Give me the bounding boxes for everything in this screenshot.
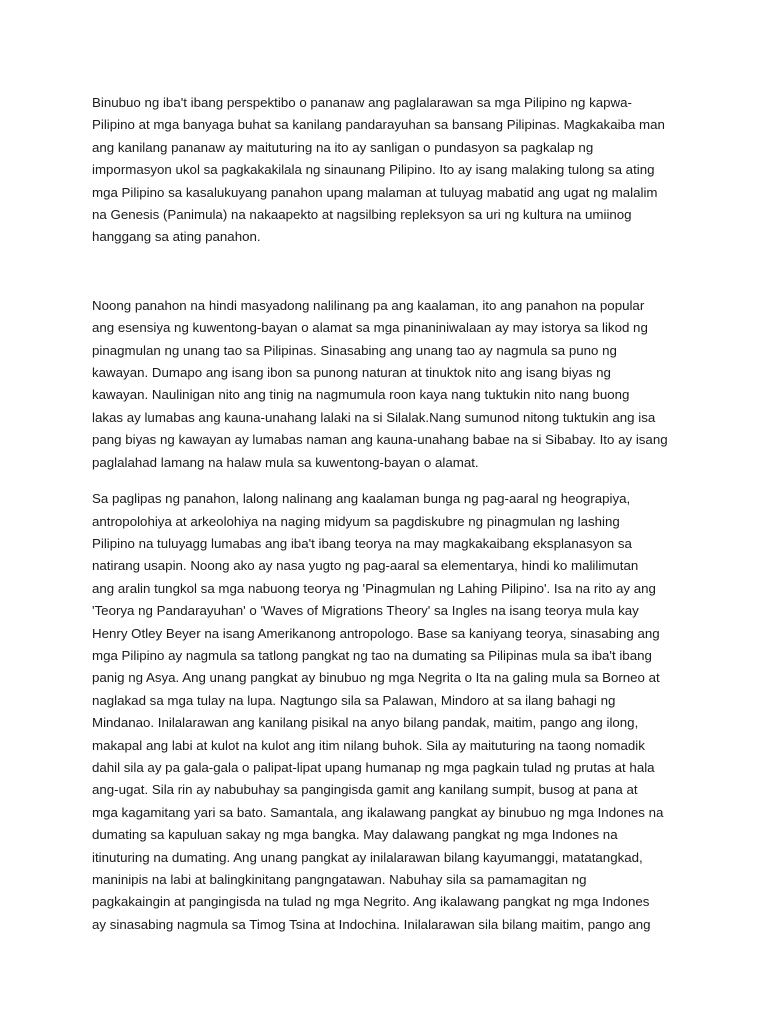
text-line: kawayan. Naulinigan nito ang tinig na nagmumula roon kaya nang tuktukin nito nang buong xyxy=(92,387,630,403)
text-line: mga kagamitang yari sa bato. Samantala, ang ikalawang pangkat ay binubuo ng mga Indones na xyxy=(92,804,664,820)
text-line: paglalahad lamang na halaw mula sa kuwentong-bayan o alamat. xyxy=(92,454,479,470)
text-line: Pilipino at mga banyaga buhat sa kanilang pandarayuhan sa bansang Pilipinas. Magkakaiba man xyxy=(92,117,665,133)
text-line: kawayan. Dumapo ang isang ibon sa punong naturan at tinuktok nito ang isang biyas ng xyxy=(92,365,611,381)
text-line: mga Pilipino ay nagmula sa tatlong pangkat ng tao na dumating sa Pilipinas mula sa iba't ibang xyxy=(92,647,652,663)
text-line: ay sinasabing nagmula sa Timog Tsina at Indochina. Inilalarawan sila bilang maitim, pango ang xyxy=(92,916,651,932)
text-line: antropolohiya at arkeolohiya na naging midyum sa pagdiskubre ng pinagmulan ng lashing xyxy=(92,513,620,529)
text-line: 'Teorya ng Pandarayuhan' o 'Waves of Migrations Theory' sa Ingles na isang teorya mula kay xyxy=(92,603,639,619)
paragraph-1 xyxy=(92,92,688,249)
text-line: pang biyas ng kawayan ay lumabas naman ang kauna-unahang babae na si Sibabay. Ito ay isang xyxy=(92,432,668,448)
text-line: mga Pilipino sa kasalukuyang panahon upang malaman at tuluyag mabatid ang ugat ng malalim xyxy=(92,184,658,200)
text-line: Noong panahon na hindi masyadong nalilinang pa ang kaalaman, ito ang panahon na popular xyxy=(92,297,645,313)
text-line: Binubuo ng iba't ibang perspektibo o pananaw ang paglalarawan sa mga Pilipino ng kapwa- xyxy=(92,95,632,110)
text-line: ang-ugat. Sila rin ay nabubuhay sa pangingisda gamit ang kanilang sumpit, busog at pana at xyxy=(92,782,638,798)
text-line: ang kanilang pananaw ay maituturing na ito ay sanligan o pundasyon sa pagkalap ng xyxy=(92,139,594,155)
text-line: itinuturing na dumating. Ang unang pangkat ay inilalarawan bilang kayumanggi, matatangkad, xyxy=(92,849,643,865)
text-line: pinagmulan ng unang tao sa Pilipinas. Sinasabing ang unang tao ay nagmula sa puno ng xyxy=(92,342,617,358)
paragraph-2 xyxy=(92,295,688,474)
text-line: hanggang sa ating panahon. xyxy=(92,229,261,245)
text-line: dahil sila ay pa gala-gala o palipat-lipat upang humanap ng mga pagkain tulad ng prutas at hala xyxy=(92,759,655,775)
paragraph-3 xyxy=(92,488,688,936)
text-line: naglakad sa mga tulay na lupa. Nagtungo sila sa Palawan, Mindoro at sa ilang bahagi ng xyxy=(92,692,616,708)
text-line: makapal ang labi at kulot na kulot ang itim nilang buhok. Sila ay maituturing na taong nomadik xyxy=(92,737,645,753)
text-line: panig ng Asya. Ang unang pangkat ay binubuo ng mga Negrita o Ita na galing mula sa Borneo at xyxy=(92,670,660,686)
text-line: Henry Otley Beyer na isang Amerikanong antropologo. Base sa kaniyang teorya, sinasabing ang xyxy=(92,625,660,641)
text-line: natirang usapin. Noong ako ay nasa yugto ng pag-aaral sa elementarya, hindi ko malilimutan xyxy=(92,558,639,574)
text-line: na Genesis (Panimula) na nakaapekto at nagsilbing repleksyon sa uri ng kultura na umiinog xyxy=(92,207,632,223)
text-line: ang esensiya ng kuwentong-bayan o alamat sa mga pinaniniwalaan ay may istorya sa likod ng xyxy=(92,320,648,336)
text-line: dumating sa kapuluan sakay ng mga bangka. May dalawang pangkat ng mga Indones na xyxy=(92,827,618,843)
text-line: lakas ay lumabas ang kauna-unahang lalaki na si Silalak.Nang sumunod nitong tuktukin ang isa xyxy=(92,409,656,425)
text-line: ang aralin tungkol sa mga nabuong teorya ng 'Pinagmulan ng Lahing Pilipino'. Isa na rito ay ang xyxy=(92,580,656,596)
text-line: Pilipino na tuluyagg lumabas ang iba't ibang teorya na may magkakaibang eksplanasyon sa xyxy=(92,535,632,551)
text-line: Sa paglipas ng panahon, lalong nalinang ang kaalaman bunga ng pag-aaral ng heograpiya, xyxy=(92,491,631,507)
text-line: pagkakaingin at pangingisda na tulad ng mga Negrito. Ang ikalawang pangkat ng mga Indones xyxy=(92,894,650,910)
text-line: impormasyon ukol sa pagkakakilala ng sinaunang Pilipino. Ito ay isang malaking tulong sa ating xyxy=(92,162,655,178)
text-line: Mindanao. Inilalarawan ang kanilang pisikal na anyo bilang pandak, maitim, pango ang ilong, xyxy=(92,715,639,731)
text-line: maninipis na labi at balingkinitang pangngatawan. Nabuhay sila sa pamamagitan ng xyxy=(92,872,587,887)
